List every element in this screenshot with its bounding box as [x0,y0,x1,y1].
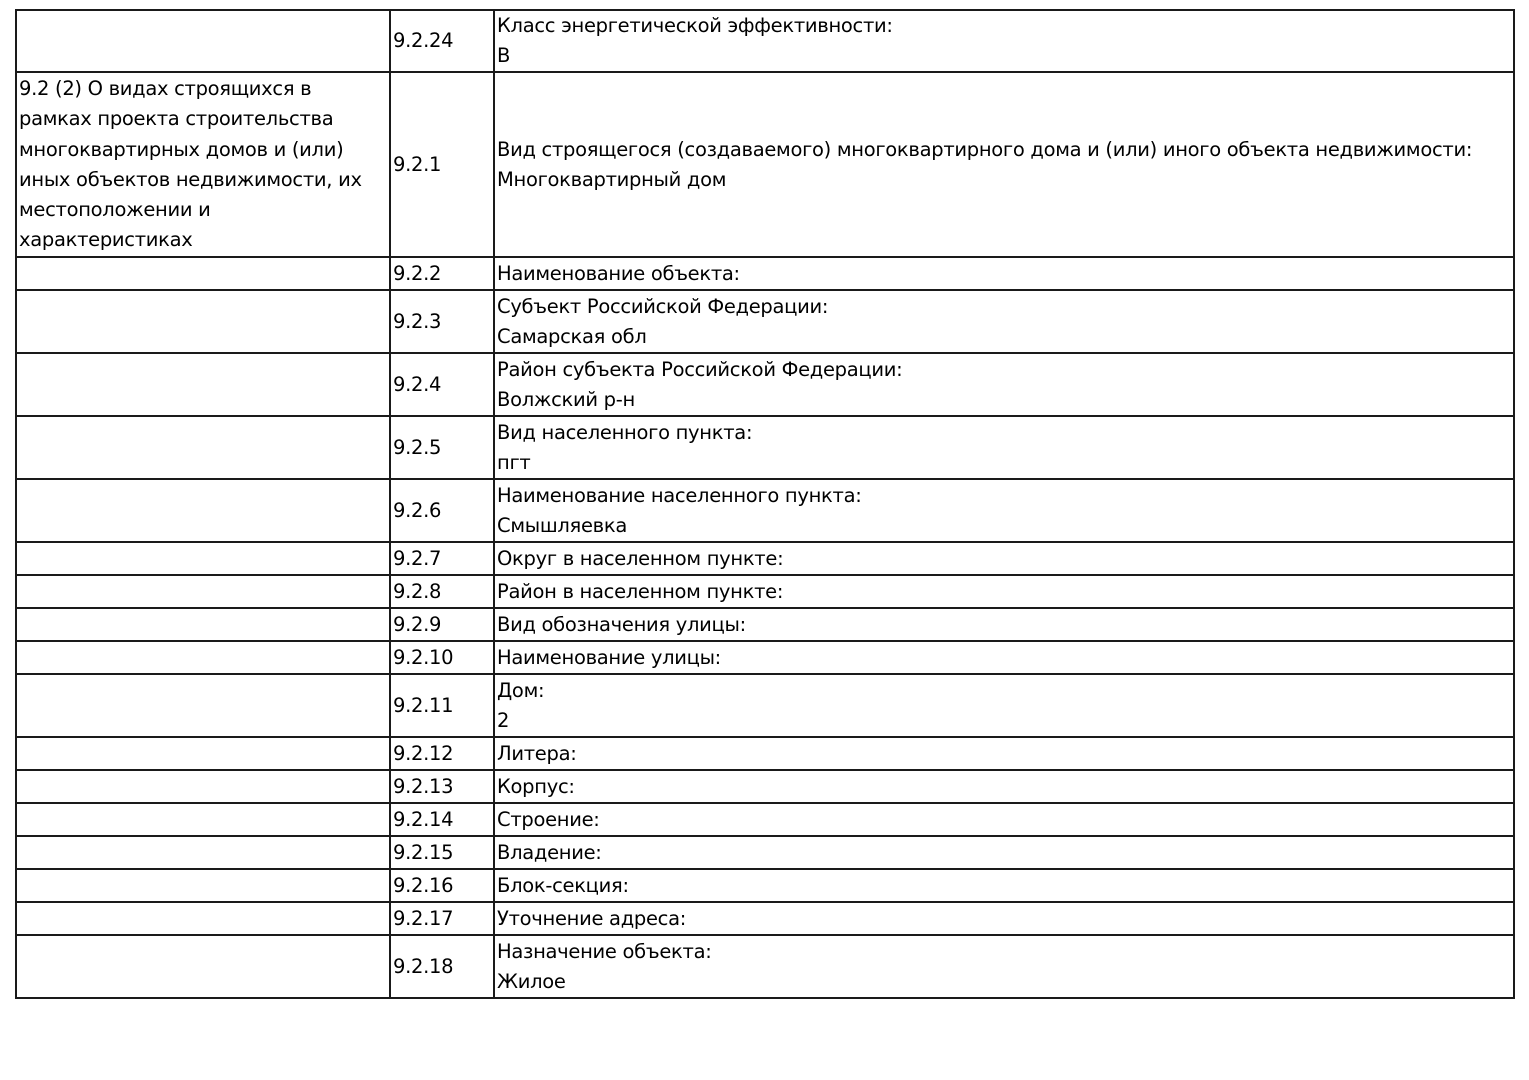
table-row [16,902,1514,935]
item-label: Назначение объекта: [497,939,712,963]
item-code: 9.2.8 [390,575,494,608]
table-row [16,770,1514,803]
table-row [16,737,1514,770]
item-code: 9.2.17 [390,902,494,935]
item-code: 9.2.6 [390,479,494,542]
item-value: Смышляевка [497,513,627,537]
item-content [494,641,1514,674]
item-code: 9.2.11 [390,674,494,737]
item-content [494,836,1514,869]
table-row [16,869,1514,902]
section-cell [16,641,390,674]
item-label: Строение: [497,807,600,831]
item-label: Район субъекта Российской Федерации: [497,357,903,381]
section-cell [16,770,390,803]
section-cell [16,608,390,641]
item-content [494,803,1514,836]
table-row [16,641,1514,674]
item-code: 9.2.16 [390,869,494,902]
item-label: Литера: [497,741,577,765]
item-content [494,542,1514,575]
item-label: Наименование улицы: [497,645,721,669]
item-content [494,290,1514,353]
item-content [494,674,1514,737]
table-row [16,479,1514,542]
section-cell [16,803,390,836]
item-label: Владение: [497,840,602,864]
item-value: Самарская обл [497,324,647,348]
item-label: Вид строящегося (создаваемого) многоквартирного дома и (или) иного объекта недвижимости: [497,137,1473,161]
item-label: Дом: [497,678,545,702]
item-label: Округ в населенном пункте: [497,546,784,570]
section-cell [16,353,390,416]
section-cell [16,542,390,575]
table-row [16,10,1514,72]
item-value: В [497,44,511,67]
table-row [16,353,1514,416]
item-content [494,737,1514,770]
item-content [494,575,1514,608]
table-row [16,290,1514,353]
item-content [494,257,1514,290]
item-label: Уточнение адреса: [497,906,687,930]
item-code: 9.2.4 [390,353,494,416]
item-content [494,479,1514,542]
item-content [494,10,1514,72]
table-row [16,803,1514,836]
item-label: Субъект Российской Федерации: [497,294,829,318]
table-row [16,935,1514,998]
table-row [16,542,1514,575]
section-cell [16,836,390,869]
item-code: 9.2.10 [390,641,494,674]
table-row [16,836,1514,869]
section-cell [16,869,390,902]
item-label: Корпус: [497,774,575,798]
section-cell [16,479,390,542]
item-content [494,72,1514,257]
section-cell [16,257,390,290]
item-code: 9.2.15 [390,836,494,869]
table-row [16,674,1514,737]
item-content [494,353,1514,416]
section-cell [16,290,390,353]
item-code: 9.2.18 [390,935,494,998]
item-value: Жилое [497,969,566,993]
item-value: пгт [497,450,531,474]
table-row [16,608,1514,641]
item-code: 9.2.5 [390,416,494,479]
item-content [494,902,1514,935]
item-label: Наименование объекта: [497,261,740,285]
item-code: 9.2.2 [390,257,494,290]
item-content [494,770,1514,803]
item-content [494,608,1514,641]
item-label: Район в населенном пункте: [497,579,784,603]
item-code: 9.2.13 [390,770,494,803]
item-code: 9.2.12 [390,737,494,770]
section-cell [16,575,390,608]
item-content [494,869,1514,902]
item-value: 2 [497,708,510,732]
table-row [16,575,1514,608]
item-code: 9.2.14 [390,803,494,836]
table-row [16,72,1514,257]
section-cell: 9.2 (2) О видах строящихся в рамках проекта строительства многоквартирных домов и (или) иных объектов недвижимости, их местоположении и характеристиках [16,72,390,257]
item-value: Волжский р-н [497,387,635,411]
section-cell [16,416,390,479]
section-cell [16,902,390,935]
table-row [16,257,1514,290]
item-code: 9.2.7 [390,542,494,575]
item-code: 9.2.9 [390,608,494,641]
table-row [16,416,1514,479]
item-label: Блок-секция: [497,873,629,897]
section-cell [16,737,390,770]
item-code: 9.2.24 [390,10,494,72]
section-cell [16,674,390,737]
section-cell [16,935,390,998]
item-label: Вид населенного пункта: [497,420,753,444]
item-content [494,416,1514,479]
item-label: Наименование населенного пункта: [497,483,862,507]
item-label: Вид обозначения улицы: [497,612,746,636]
item-label: Класс энергетической эффективности: [497,14,893,37]
item-value: Многоквартирный дом [497,167,727,191]
item-content [494,935,1514,998]
declaration-table [15,9,1515,999]
section-cell [16,10,390,72]
item-code: 9.2.3 [390,290,494,353]
item-code: 9.2.1 [390,72,494,257]
